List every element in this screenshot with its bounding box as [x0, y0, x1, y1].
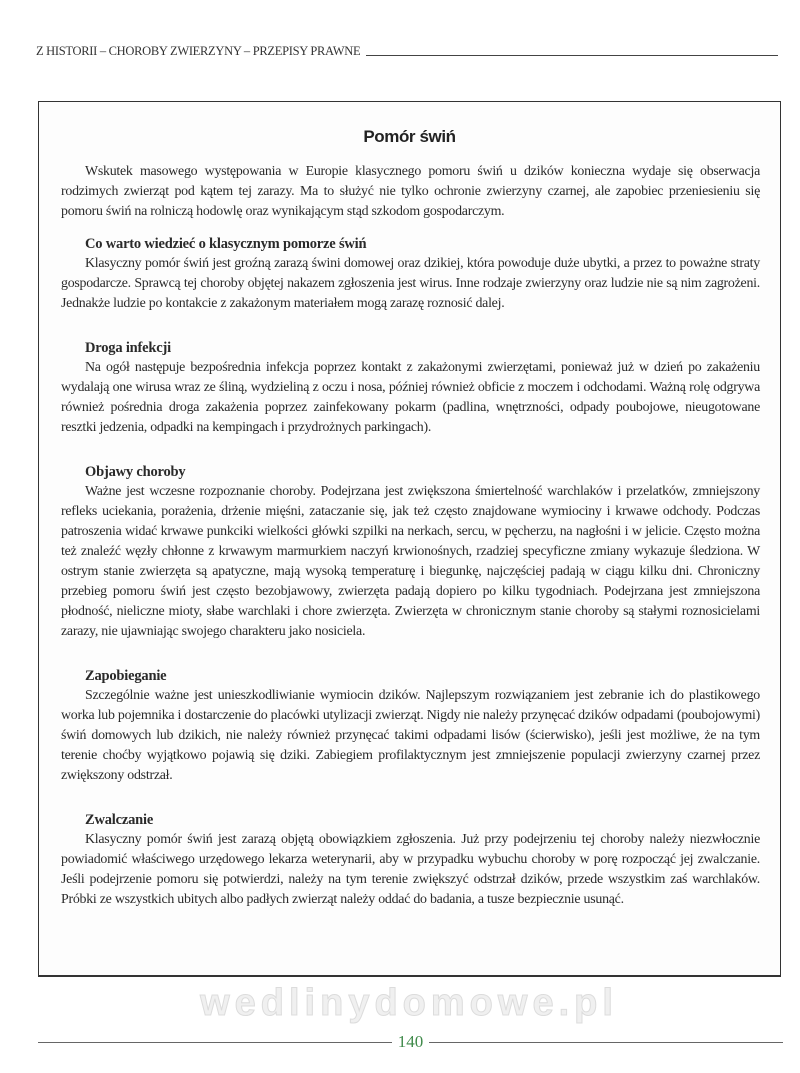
section-gap — [61, 438, 760, 450]
section-zapobieganie — [61, 666, 760, 786]
intro-paragraph: Wskutek masowego występowania w Europie klasycznego pomoru świń u dzików konieczna wydaje się obserwacja rodzimych zwierząt pod kątem tej zarazy. Ma to służyć nie tylko ochronie zwierzyny czarnej, ale zapobiec przeniesieniu się pomoru świń na rolniczą hodowlę oraz wynikającym stąd szkodom gospodarczym. — [61, 164, 760, 219]
article-title: Pomór świń — [363, 127, 456, 146]
header-rule — [366, 55, 778, 56]
section-co-warto-wiedziec — [61, 234, 760, 314]
page-number: 140 — [397, 1032, 424, 1051]
section-text: Szczególnie ważne jest unieszkodliwianie wymiocin dzików. Najlepszym rozwiązaniem jest zebranie ich do plastikowego worka lub pojemnika i dostarczenie do placówki utylizacji zwierząt. Nigdy nie należy przynęcać dzików odpadami (poubojowymi) świń domowych lub dzikich, nie należy również przynęcać takimi odpadami lisów (ścierwisko), jeśli jest możliwe, że na tym terenie choćby wyjątkowo pojawią się dziki. Zabiegiem profilaktycznym jest zmniejszenie populacji zwierzyny czarnej przez zwiększony odstrzał. — [61, 688, 760, 783]
footer-rule-left — [38, 1042, 392, 1043]
section-gap — [61, 786, 760, 798]
section-gap — [61, 642, 760, 654]
section-text: Na ogół następuje bezpośrednia infekcja poprzez kontakt z zakażonymi zwierzętami, ponieważ już w dzień po zakażeniu wydalają one wirusa wraz ze śliną, wydzieliną z oczu i nosa, później również obficie z moczem i odchodami. Ważną rolę odgrywa również pośrednia droga zakażenia poprzez zainfekowany pokarm (padlina, wnętrzności, odpady poubojowe, nieugotowane resztki jedzenia, odpadki na kempingach i przydrożnych parkingach). — [61, 360, 760, 435]
section-text: Klasyczny pomór świń jest zarazą objętą obowiązkiem zgłoszenia. Już przy podejrzeniu tej choroby należy niezwłocznie powiadomić właściwego urzędowego lekarza weterynarii, aby w przypadku wybuchu choroby w porę rozpocząć jej zwalczanie. Jeśli podejrzenie pomoru się potwierdzi, należy na tym terenie zwiększyć odstrzał dzików, przede wszystkim zaś warchlaków. Próbki ze wszystkich ubitych albo padłych zwierząt należy oddać do badania, a tusze bezpiecznie usunąć. — [61, 832, 760, 907]
section-heading: Zwalczanie — [85, 812, 154, 828]
running-header — [36, 44, 778, 59]
page-footer — [38, 1031, 783, 1073]
section-zwalczanie — [61, 810, 760, 910]
article-box — [38, 101, 781, 977]
section-text: Klasyczny pomór świń jest groźną zarazą świni domowej oraz dzikiej, która powoduje duże ubytki, a przez to poważne straty gospodarcze. Sprawcą tej choroby objętej nakazem zgłoszenia jest wirus. Inne rodzaje zwierzyny oraz ludzie nie są nim zagrożeni. Jednakże ludzie po kontakcie z zakażonym materiałem mogą zarazę roznosić dalej. — [61, 256, 760, 311]
article-content — [61, 162, 760, 910]
footer-rule-right — [429, 1042, 783, 1043]
section-heading: Objawy choroby — [85, 464, 186, 480]
section-heading: Droga infekcji — [85, 340, 171, 356]
section-droga-infekcji — [61, 338, 760, 438]
section-gap — [61, 314, 760, 326]
watermark: wedlinydomowe.pl — [200, 982, 618, 1024]
running-title: Z HISTORII – CHOROBY ZWIERZYNY – PRZEPISY PRAWNE — [36, 44, 361, 58]
section-text: Ważne jest wczesne rozpoznanie choroby. Podejrzana jest zwiększona śmiertelność warchlaków i przelatków, zmniejszony refleks uciekania, porażenia, drżenie mięśni, zataczanie się, jak też często znajdowane wymiociny i krwawe odchody. Podczas patroszenia widać krwawe punkciki wielkości główki szpilki na nerkach, sercu, w pęcherzu, na nagłośni i w jelicie. Często można też znaleźć węzły chłonne z krwawym marmurkiem naczyń krwionośnych, rzadziej specyficzne zmiany wykazuje śledziona. W ostrym stanie zwierzęta są apatyczne, mają wysoką temperaturę i biegunkę, najczęściej padają w ciągu kilku dni. Chroniczny przebieg pomoru świń jest często bezobjawowy, zwierzęta padają dopiero po kilku tygodniach. Podejrzana jest zmniejszona płodność, nieliczne mioty, słabe warchlaki i chore zwierzęta. Zwierzęta w chronicznym stanie choroby są stałymi roznosicielami zarazy, nie ujawniając swojego charakteru jako nosiciela. — [61, 484, 760, 639]
section-objawy-choroby — [61, 462, 760, 642]
section-heading: Zapobieganie — [85, 668, 167, 684]
section-heading: Co warto wiedzieć o klasycznym pomorze świń — [85, 236, 367, 252]
